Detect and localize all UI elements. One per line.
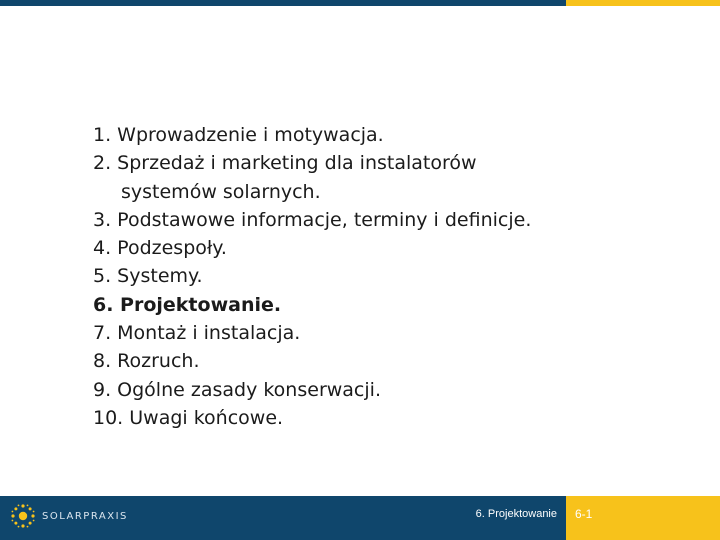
agenda-item: 4. Podzespoły. bbox=[93, 237, 227, 260]
agenda-item: 1. Wprowadzenie i motywacja. bbox=[93, 124, 384, 146]
agenda-item: 10. Uwagi końcowe. bbox=[93, 406, 284, 429]
sun-icon bbox=[10, 503, 36, 529]
agenda-item: 7. Montaż i instalacja. bbox=[93, 322, 301, 345]
agenda-item bbox=[93, 149, 531, 206]
top-accent-bar-yellow bbox=[566, 0, 720, 6]
agenda-item: 5. Systemy. bbox=[93, 265, 203, 288]
agenda-list bbox=[93, 121, 531, 432]
agenda-item-text: 2. Sprzedaż i marketing dla instalatorów bbox=[93, 152, 477, 175]
logo-text: SOLARPRAXIS bbox=[42, 510, 128, 522]
agenda-item: 9. Ogólne zasady konserwacji. bbox=[93, 378, 381, 401]
solarpraxis-logo bbox=[10, 502, 128, 530]
agenda-item-continuation: systemów solarnych. bbox=[121, 180, 321, 203]
agenda-item: 3. Podstawowe informacje, terminy i definicje. bbox=[93, 208, 532, 231]
agenda-item-active: 6. Projektowanie. bbox=[93, 293, 282, 316]
footer-section-title: 6. Projektowanie bbox=[475, 508, 557, 520]
top-accent-bar-blue bbox=[0, 0, 566, 6]
agenda-item: 8. Rozruch. bbox=[93, 350, 200, 373]
slide-number: 6-1 bbox=[575, 507, 593, 521]
